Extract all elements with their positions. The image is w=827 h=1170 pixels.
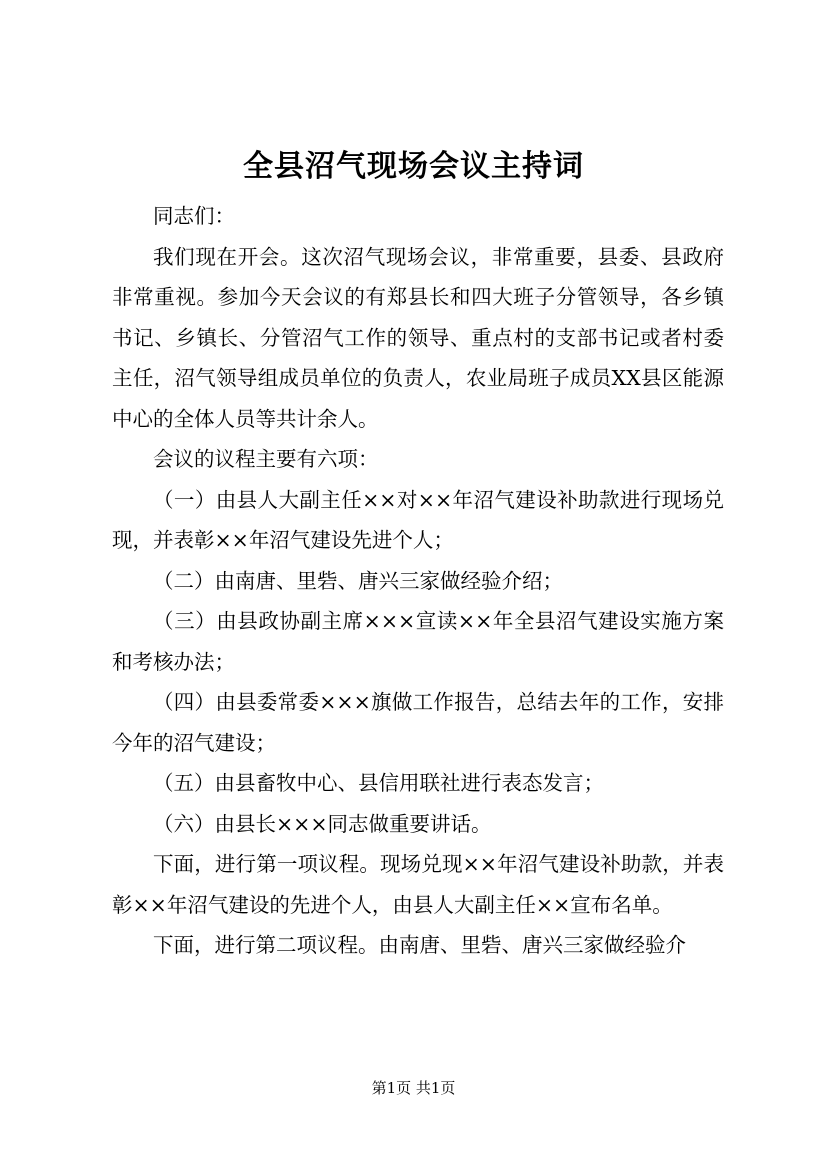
agenda-item-1: （一）由县人大副主任××对××年沼气建设补助款进行现场兑现，并表彰××年沼气建设先进个人；	[112, 487, 724, 552]
salutation: 同志们：	[153, 204, 235, 228]
paragraph-agenda-intro: 会议的议程主要有六项：	[153, 447, 379, 471]
paragraph-opening: 我们现在开会。这次沼气现场会议，非常重要，县委、县政府非常重视。参加今天会议的有郑县长和四大班子分管领导，各乡镇书记、乡镇长、分管沼气工作的领导、重点村的支部书记或者村委主任，沼气领导组成员单位的负责人，农业局班子成员XX县区能源中心的全体人员等共计余人。	[112, 244, 724, 431]
agenda-item-2: （二）由南唐、里砦、唐兴三家做经验介绍；	[153, 568, 563, 593]
agenda-item-4: （四）由县委常委×××旗做工作报告，总结去年的工作，安排今年的沼气建设；	[112, 690, 724, 755]
page-number: 第1页 共1页	[371, 1079, 456, 1097]
agenda-item-5: （五）由县畜牧中心、县信用联社进行表态发言；	[153, 771, 604, 795]
paragraph-second-item: 下面，进行第二项议程。由南唐、里砦、唐兴三家做经验介	[153, 933, 686, 957]
agenda-item-6: （六）由县长×××同志做重要讲话。	[153, 811, 492, 836]
document-title: 全县沼气现场会议主持词	[243, 149, 584, 184]
paragraph-first-item: 下面，进行第一项议程。现场兑现××年沼气建设补助款，并表彰××年沼气建设的先进个人，由县人大副主任××宣布名单。	[112, 852, 724, 917]
document-body	[112, 196, 724, 966]
agenda-item-3: （三）由县政协副主席×××宣读××年全县沼气建设实施方案和考核办法；	[112, 609, 724, 674]
